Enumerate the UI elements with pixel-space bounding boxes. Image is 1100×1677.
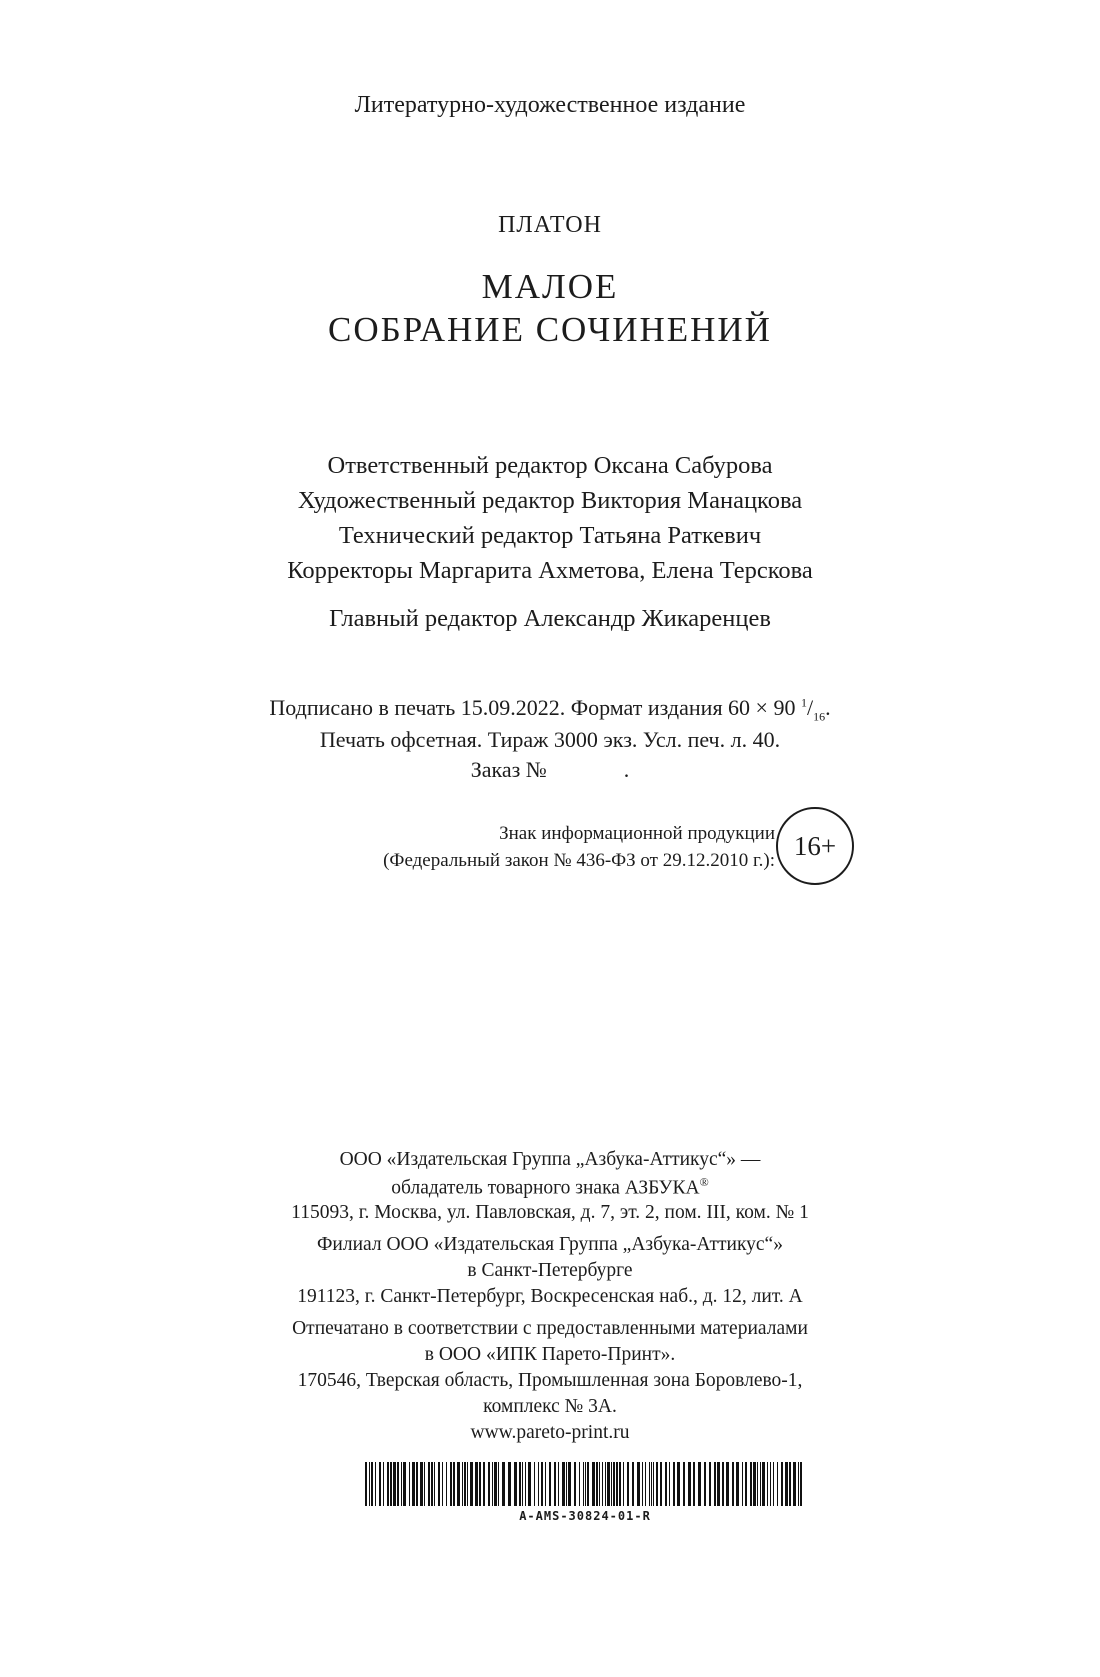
barcode-label: A-AMS-30824-01-R bbox=[519, 1509, 651, 1523]
barcode-bar bbox=[773, 1462, 774, 1506]
barcode-bar bbox=[508, 1462, 511, 1506]
barcode-bar bbox=[420, 1462, 423, 1506]
barcode-bar bbox=[592, 1462, 595, 1506]
credit-proofreaders: Корректоры Маргарита Ахметова, Елена Терскова bbox=[287, 557, 813, 584]
printer-line-2: в ООО «ИПК Парето-Принт». bbox=[424, 1344, 676, 1365]
barcode-bar bbox=[470, 1462, 473, 1506]
barcode-bar bbox=[387, 1462, 389, 1506]
barcode-bar bbox=[736, 1462, 739, 1506]
barcode-bar bbox=[762, 1462, 765, 1506]
barcode-bar bbox=[653, 1462, 654, 1506]
barcode-bar bbox=[462, 1462, 463, 1506]
barcode-bar bbox=[574, 1462, 576, 1506]
barcode-bar bbox=[599, 1462, 600, 1506]
barcode-bar bbox=[528, 1462, 531, 1506]
credit-chief-editor: Главный редактор Александр Жикаренцев bbox=[329, 605, 771, 632]
barcode-bar bbox=[732, 1462, 734, 1506]
barcode-bar bbox=[619, 1462, 621, 1506]
barcode-bar bbox=[645, 1462, 646, 1506]
barcode-bar bbox=[616, 1462, 618, 1506]
barcode-bar bbox=[483, 1462, 485, 1506]
barcode-bar bbox=[798, 1462, 799, 1506]
book-title-line-2: СОБРАНИЕ СОЧИНЕНИЙ bbox=[328, 310, 772, 349]
barcode-bar bbox=[781, 1462, 783, 1506]
age-rating-text: 16+ bbox=[793, 830, 837, 861]
barcode-bar bbox=[693, 1462, 695, 1506]
barcode-bar bbox=[566, 1462, 567, 1506]
barcode-bar bbox=[369, 1462, 370, 1506]
branch-line-2: в Санкт-Петербурге bbox=[467, 1260, 633, 1281]
barcode-bar bbox=[770, 1462, 771, 1506]
barcode-bar bbox=[750, 1462, 752, 1506]
barcode bbox=[365, 1462, 805, 1506]
genre-label: Литературно-художественное издание bbox=[354, 92, 746, 118]
print-info-line-2: Печать офсетная. Тираж 3000 экз. Усл. печ. л. 40. bbox=[319, 727, 781, 752]
barcode-bar bbox=[375, 1462, 376, 1506]
credit-editor: Ответственный редактор Оксана Сабурова bbox=[327, 452, 773, 479]
publisher-line-1: ООО «Издательская Группа „Азбука-Аттикус“» — bbox=[339, 1149, 761, 1170]
barcode-bar bbox=[383, 1462, 384, 1506]
branch-line-1: Филиал ООО «Издательская Группа „Азбука-Аттикус“» bbox=[317, 1234, 783, 1255]
barcode-bar bbox=[488, 1462, 490, 1506]
barcode-bar bbox=[453, 1462, 455, 1506]
author-name: ПЛАТОН bbox=[498, 212, 602, 238]
barcode-bar bbox=[549, 1462, 551, 1506]
barcode-bar bbox=[525, 1462, 526, 1506]
barcode-bar bbox=[742, 1462, 743, 1506]
barcode-bar bbox=[464, 1462, 466, 1506]
barcode-bar bbox=[579, 1462, 580, 1506]
barcode-bar bbox=[683, 1462, 685, 1506]
barcode-bar bbox=[522, 1462, 523, 1506]
barcode-bar bbox=[492, 1462, 493, 1506]
barcode-bar bbox=[714, 1462, 716, 1506]
barcode-bar bbox=[665, 1462, 667, 1506]
barcode-bar bbox=[605, 1462, 606, 1506]
barcode-bar bbox=[450, 1462, 452, 1506]
barcode-bar bbox=[669, 1462, 670, 1506]
barcode-bar bbox=[587, 1462, 589, 1506]
barcode-bar bbox=[431, 1462, 433, 1506]
barcode-bar bbox=[475, 1462, 478, 1506]
barcode-bar bbox=[698, 1462, 701, 1506]
barcode-bar bbox=[554, 1462, 556, 1506]
barcode-bar bbox=[514, 1462, 517, 1506]
barcode-bar bbox=[434, 1462, 435, 1506]
age-sign-label-1: Знак информационной продукции bbox=[499, 823, 775, 844]
barcode-bar bbox=[757, 1462, 758, 1506]
barcode-bar bbox=[446, 1462, 447, 1506]
barcode-bar bbox=[412, 1462, 415, 1506]
barcode-bar bbox=[760, 1462, 761, 1506]
barcode-bar bbox=[656, 1462, 658, 1506]
barcode-bar bbox=[789, 1462, 791, 1506]
barcode-bar bbox=[677, 1462, 680, 1506]
barcode-bar bbox=[704, 1462, 706, 1506]
barcode-bar bbox=[371, 1462, 373, 1506]
barcode-bar bbox=[767, 1462, 768, 1506]
barcode-bar bbox=[753, 1462, 756, 1506]
credit-art-editor: Художественный редактор Виктория Манацкова bbox=[297, 487, 803, 514]
barcode-bar bbox=[785, 1462, 788, 1506]
barcode-bar bbox=[538, 1462, 539, 1506]
barcode-bar bbox=[613, 1462, 615, 1506]
barcode-bar bbox=[627, 1462, 629, 1506]
barcode-bar bbox=[649, 1462, 650, 1506]
barcode-bar bbox=[403, 1462, 406, 1506]
barcode-bar bbox=[401, 1462, 402, 1506]
barcode-bar bbox=[660, 1462, 662, 1506]
printer-address-2: комплекс № 3А. bbox=[483, 1396, 617, 1417]
barcode-bar bbox=[585, 1462, 586, 1506]
barcode-bar bbox=[688, 1462, 691, 1506]
age-sign-label-2: (Федеральный закон № 436-ФЗ от 29.12.2010 г.): bbox=[383, 850, 775, 871]
barcode-bar bbox=[793, 1462, 796, 1506]
barcode-bar bbox=[673, 1462, 675, 1506]
printer-line-1: Отпечатано в соответствии с предоставленными материалами bbox=[292, 1318, 808, 1339]
barcode-bar bbox=[651, 1462, 652, 1506]
barcode-bar bbox=[726, 1462, 729, 1506]
barcode-bar bbox=[632, 1462, 634, 1506]
publisher-line-2: обладатель товарного знака АЗБУКА® bbox=[391, 1175, 709, 1199]
barcode-bar bbox=[541, 1462, 543, 1506]
barcode-bar bbox=[611, 1462, 612, 1506]
barcode-bar bbox=[424, 1462, 425, 1506]
barcode-bar bbox=[642, 1462, 643, 1506]
barcode-bar bbox=[442, 1462, 443, 1506]
barcode-bar bbox=[390, 1462, 392, 1506]
book-title-line-1: МАЛОЕ bbox=[481, 267, 619, 306]
barcode-bar bbox=[457, 1462, 460, 1506]
barcode-bar bbox=[379, 1462, 381, 1506]
barcode-bar bbox=[709, 1462, 711, 1506]
barcode-bar bbox=[428, 1462, 430, 1506]
printer-website: www.pareto-print.ru bbox=[470, 1422, 630, 1443]
barcode-bar bbox=[558, 1462, 559, 1506]
barcode-bar bbox=[800, 1462, 802, 1506]
barcode-bar bbox=[568, 1462, 571, 1506]
barcode-bar bbox=[777, 1462, 778, 1506]
barcode-bar bbox=[502, 1462, 505, 1506]
barcode-bar bbox=[583, 1462, 584, 1506]
barcode-bar bbox=[596, 1462, 598, 1506]
print-info-line-1: Подписано в печать 15.09.2022. Формат издания 60 × 90 $^1/_{16}$. bbox=[269, 695, 831, 724]
publisher-address: 115093, г. Москва, ул. Павловская, д. 7, эт. 2, пом. III, ком. № 1 bbox=[291, 1202, 809, 1223]
barcode-bar bbox=[397, 1462, 399, 1506]
credit-tech-editor: Технический редактор Татьяна Раткевич bbox=[338, 522, 762, 549]
print-info-order: Заказ № . bbox=[470, 757, 630, 782]
barcode-bar bbox=[722, 1462, 724, 1506]
barcode-bar bbox=[545, 1462, 546, 1506]
barcode-bar bbox=[534, 1462, 535, 1506]
barcode-bar bbox=[623, 1462, 624, 1506]
barcode-bar bbox=[562, 1462, 565, 1506]
barcode-bar bbox=[393, 1462, 396, 1506]
barcode-bar bbox=[438, 1462, 440, 1506]
printer-address-1: 170546, Тверская область, Промышленная зона Боровлево-1, bbox=[297, 1370, 803, 1391]
barcode-bar bbox=[365, 1462, 367, 1506]
barcode-bar bbox=[717, 1462, 720, 1506]
barcode-bar bbox=[498, 1462, 499, 1506]
barcode-bar bbox=[519, 1462, 521, 1506]
barcode-bar bbox=[479, 1462, 481, 1506]
age-rating-badge bbox=[776, 807, 854, 885]
barcode-bar bbox=[467, 1462, 468, 1506]
branch-address: 191123, г. Санкт-Петербург, Воскресенская наб., д. 12, лит. А bbox=[297, 1286, 803, 1307]
barcode-bar bbox=[745, 1462, 747, 1506]
barcode-bar bbox=[607, 1462, 610, 1506]
barcode-bar bbox=[602, 1462, 603, 1506]
barcode-bar bbox=[409, 1462, 410, 1506]
barcode-bar bbox=[637, 1462, 640, 1506]
barcode-bar bbox=[494, 1462, 497, 1506]
barcode-bar bbox=[416, 1462, 418, 1506]
